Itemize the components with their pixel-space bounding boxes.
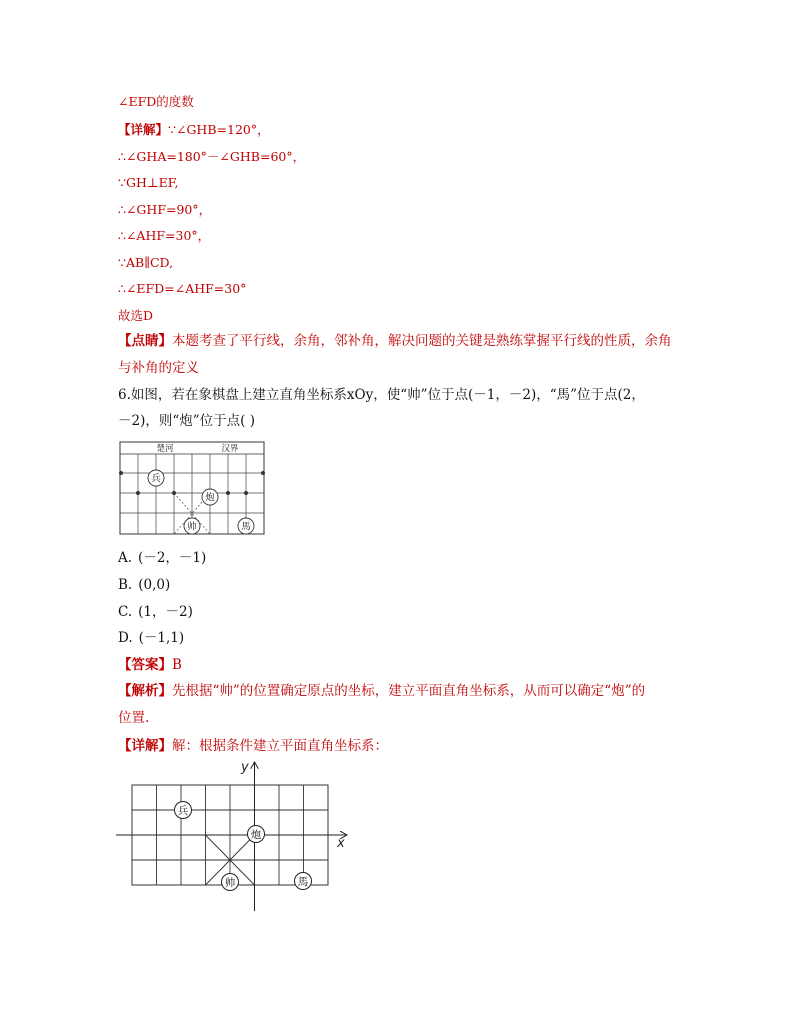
x-axis-label: x (337, 836, 345, 851)
question-line-1: 6.如图，若在象棋盘上建立直角坐标系xOy，使“帅”位于点(－1，－2)，“馬”位于点(2， (118, 387, 645, 403)
piece-ma-figure (295, 873, 312, 890)
step-6: ∵AB∥CD, (118, 255, 174, 270)
detail-tag: 【详解】 (118, 122, 169, 137)
comment-line-1: 【点睛】本题考查了平行线，余角，邻补角，解决问题的关键是熟练掌握平行线的性质，余角 (118, 333, 672, 349)
step-3: ∵GH⊥EF, (118, 175, 179, 190)
svg-text:帅: 帅 (224, 877, 236, 889)
svg-text:馬: 馬 (297, 876, 309, 888)
svg-text:炮: 炮 (250, 829, 262, 841)
y-axis-label: y (241, 760, 249, 775)
option-a: A. (－2，－1) (118, 550, 207, 566)
option-c: C. (1，－2) (118, 604, 193, 620)
choice-line: 故选D (118, 308, 154, 323)
step-4: ∴∠GHF=90°， (118, 202, 212, 217)
question-line-2: －2)，则“炮”位于点( ) (118, 413, 255, 429)
detail-tag: 【详解】 (118, 738, 172, 754)
prev-detail-line (118, 121, 270, 139)
piece-bing (148, 470, 164, 486)
question-number: 6. (118, 387, 131, 403)
detail-line: 【详解】解：根据条件建立平面直角坐标系： (118, 738, 388, 754)
river-left-label: 楚河 (156, 444, 174, 454)
piece-ma (238, 518, 254, 534)
comment-line-2: 与补角的定义 (118, 360, 199, 376)
svg-text:炮: 炮 (205, 492, 215, 504)
analysis-line-1: 【解析】先根据“帅”的位置确定原点的坐标，建立平面直角坐标系，从而可以确定“炮”的 (118, 683, 646, 699)
svg-text:帅: 帅 (187, 521, 197, 533)
answer-tag: 【答案】 (118, 657, 172, 673)
coordinate-figure (110, 755, 360, 915)
option-b: B. (0,0) (118, 577, 171, 593)
piece-bing-figure (175, 802, 192, 819)
comment-tag: 【点睛】 (118, 333, 172, 349)
svg-text:兵: 兵 (151, 473, 161, 485)
step-2: ∴∠GHA=180°－∠GHB=60°， (118, 149, 306, 164)
chessboard-figure (118, 438, 268, 538)
analysis-tag: 【解析】 (118, 683, 172, 699)
answer-line (118, 656, 182, 674)
piece-shuai-figure (222, 874, 239, 891)
svg-text:馬: 馬 (241, 521, 251, 533)
piece-pao (202, 489, 218, 505)
step-5: ∴∠AHF=30°， (118, 228, 211, 243)
prev-prompt: ∠EFD的度数 (118, 94, 194, 109)
analysis-line-2: 位置. (118, 710, 150, 726)
piece-pao-figure (248, 826, 265, 843)
river-right-label: 汉界 (221, 444, 239, 454)
step-7: ∴∠EFD=∠AHF=30° (118, 281, 247, 296)
piece-shuai (184, 518, 200, 534)
option-d: D. (－1,1) (118, 630, 185, 646)
answer-value: B (172, 657, 182, 673)
step-1: ∵∠GHB=120°， (168, 122, 270, 137)
svg-text:兵: 兵 (177, 805, 189, 817)
